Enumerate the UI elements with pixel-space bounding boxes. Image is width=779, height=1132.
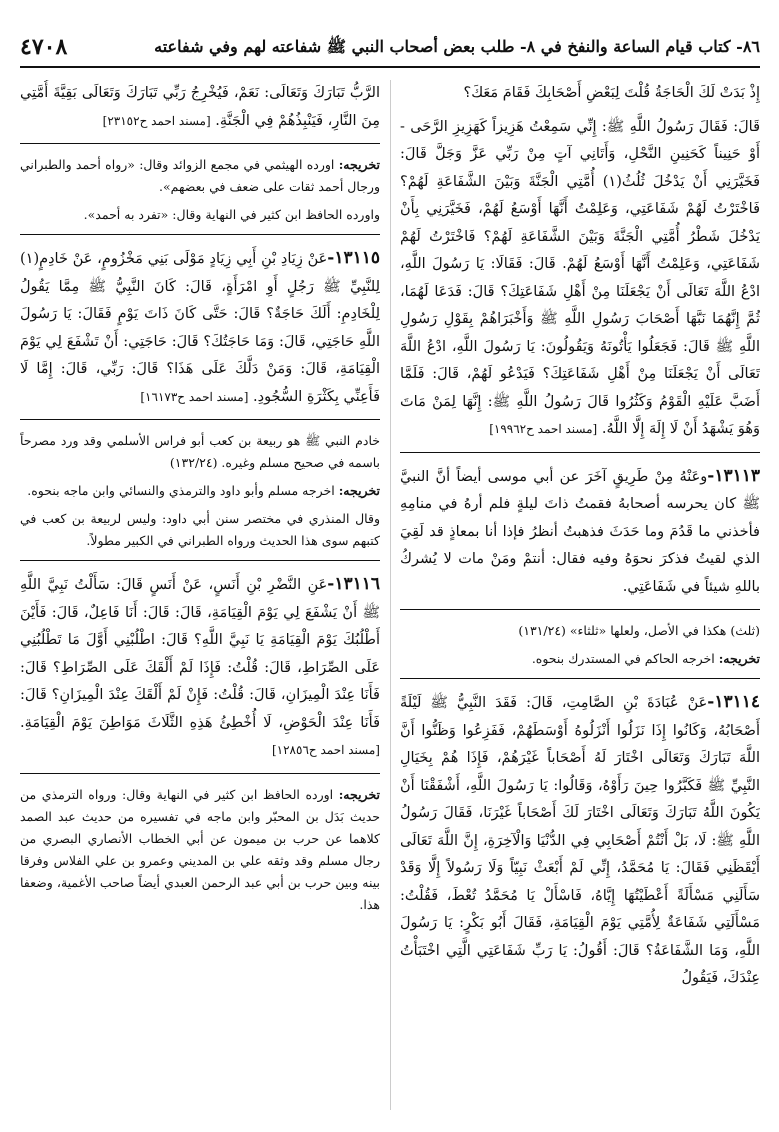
takhrij: تخريجه: اورده الحافظ ابن كثير في النهاية وقال: ورواه الترمذي من حديث بَدَل بن المحبّر وابن ماجه في تفسيره من حديث عبد الصمد كلاهما عن حرب بن ميمون عن أبي الخطاب الأنصاري البصري من رجال مسلم وقد وثقه علي بن المديني وعمرو بن علي الفلاس وفرقا بينه وبين حرب بن أبي عبد الرحمن العبدي أيضاً صاحب الأغمية، وضعفا هذا. bbox=[20, 786, 380, 912]
page-number: ٤٧٠٨ bbox=[20, 34, 68, 60]
hadith-text: قَالَ: فَقَالَ رَسُولُ اللَّهِ ﷺ: إِنِّي سَمِعْتُ هَزِيزاً كَهَزِيزِ الرَّحَى - أَوْ حَنِيناً كَحَنِينِ النَّحْلِ، وَأَتَانِي آتٍ مِنْ رَبِّي عَزَّ وَجَلَّ قَالَ: فَخَيَّرَنِي أَنْ يَدْخُلَ ثُلُثُ(١) أُمَّتِي الْجَنَّةَ وَبَيْنَ الشَّفَاعَةِ لَهُمْ؟ فَاخْتَرْتُ لَهُمْ شَفَاعَتِي، وَعَلِمْتُ أَنَّهَا أَوْسَعُ لَهُمْ، فَخَيَّرَنِي بِأَنْ يَدْخُلَ شَطْرُ أُمَّتِي الْجَنَّةَ وَبَيْنَ الشَّفَاعَةِ لَهُمْ؟ فَاخْتَرْتُ لَهُمْ شَفَاعَتِي، وَعَلِمْتُ أَنَّهَا أَوْسَعُ لَهُمْ. قَالَ: فَقَالَا: يَا رَسُولَ اللَّهِ، ادْعُ اللَّهَ تَعَالَى أَنْ يَجْعَلَنَا مِنْ أَهْلِ شَفَاعَتِكَ؟ قَالَ: فَدَعَا لَهُمَا، ثُمَّ إِنَّهُمَا نَبَّهَا أَصْحَابَ رَسُولِ اللَّهِ ﷺ وَأَخْبَرَاهُمْ بِقَوْلِ رَسُولِ اللَّهِ ﷺ قَالَ: فَجَعَلُوا يَأْتُونَهُ وَيَقُولُونَ: يَا رَسُولَ اللَّهِ، ادْعُ اللَّهَ تَعَالَى أَنْ يَجْعَلَنَا مِنْ أَهْلِ شَفَاعَتِكَ؟ فَيَدْعُو لَهُمْ، قَالَ: فَلَمَّا أَضَبَّ عَلَيْهِ الْقَوْمُ وَكَثُرُوا قَالَ رَسُولُ اللَّهِ ﷺ: إِنَّهَا لِمَنْ مَاتَ وَهُوَ يَشْهَدُ أَنْ لَا إِلَهَ إِلَّا اللَّهُ. [مسند احمد ح١٩٩٦٢] bbox=[400, 118, 760, 437]
musnad-citation: [مسند احمد ح١٢٨٥٦] bbox=[271, 743, 380, 757]
hadith-number: ١٣١١٦- bbox=[327, 574, 380, 594]
hadith-13115: ١٣١١٥-عَنْ زِيَادِ بْنِ أَبِي زِيَادٍ مَوْلَى بَنِي مَخْزُومٍ، عَنْ خَادِمٍ(١) لِلنَّبِيِّ ﷺ رَجُلٍ أَوِ امْرَأَةٍ، قَالَ: كَانَ النَّبِيُّ ﷺ مِمَّا يَقُولُ لِلْخَادِمِ: أَلَكَ حَاجَةٌ؟ قَالَ: حَتَّى كَانَ ذَاتَ يَوْمٍ فَقَالَ: يَا رَسُولَ اللَّهِ حَاجَتِي، قَالَ: وَمَا حَاجَتُكَ؟ قَالَ: حَاجَتِي: أَنْ تَشْفَعَ لِي يَوْمَ الْقِيَامَةِ، قَالَ: وَمَنْ دَلَّكَ عَلَى هَذَا؟ قَالَ: رَبِّي، قَالَ: إِمَّا لَا فَأَعِنِّي بِكَثْرَةِ السُّجُودِ. [مسند احمد ح١٦١٧٣] bbox=[20, 248, 380, 405]
section-rule bbox=[20, 234, 380, 235]
page-header bbox=[20, 14, 760, 68]
section-rule bbox=[400, 678, 760, 679]
musnad-citation: [مسند احمد ح١٩٩٦٢] bbox=[489, 422, 598, 436]
book-page bbox=[20, 14, 760, 1114]
takhrij-label: تخريجه: bbox=[338, 157, 380, 172]
footnote: (ثلث) هكذا في الأصل، ولعلها «ثلثاء» (١٣١/٢٤) bbox=[518, 623, 760, 638]
hadith-continuation: إِذْ بَدَتْ لَكَ الْحَاجَةُ قُلْتَ لِبَعْضِ أَصْحَابِكَ فَقَامَ مَعَكَ؟ bbox=[463, 85, 760, 101]
takhrij-label: تخريجه: bbox=[338, 483, 380, 498]
musnad-citation: [مسند احمد ح٢٣١٥٢] bbox=[102, 113, 211, 128]
footnote: خادم النبي ﷺ هو ربيعة بن كعب أبو فراس الأسلمي وقد ورد مصرحاً باسمه في صحيح مسلم وغيره. (١٣٢/٢٤) bbox=[20, 433, 380, 470]
takhrij-note: وقال المنذري في مختصر سنن أبي داود: وليس لربيعة بن كعب في كتبهم سوى هذا الحديث ورواه الطبراني في الكبير مطولاً. bbox=[20, 511, 380, 548]
footnote-rule bbox=[20, 773, 380, 774]
left-column bbox=[20, 80, 380, 1110]
column-divider bbox=[390, 80, 391, 1110]
hadith-continuation: الرَّبُّ تَبَارَكَ وَتَعَالَى: نَعَمْ، فَيُخْرِجُ رَبِّي تَبَارَكَ وَتَعَالَى بَقِيَّةَ أُمَّتِي مِنَ النَّارِ، فَيَنْبِذُهُمْ فِي الْجَنَّةِ. [مسند احمد ح٢٣١٥٢] bbox=[20, 85, 380, 129]
hadith-number: ١٣١١٥- bbox=[327, 248, 380, 268]
footnote-rule bbox=[400, 609, 760, 610]
hadith-number: ١٣١١٣- bbox=[707, 465, 760, 486]
section-rule bbox=[20, 560, 380, 561]
takhrij-note: واورده الحافظ ابن كثير في النهاية وقال: «تفرد به أحمد». bbox=[83, 207, 380, 222]
takhrij: تخريجه: اخرجه مسلم وأبو داود والترمذي والنسائي وابن ماجه بنحوه. bbox=[27, 483, 380, 498]
hadith-number: ١٣١١٤- bbox=[707, 692, 760, 712]
running-title: ٨٦- كتاب قيام الساعة والنفخ في ٨- طلب بعض أصحاب النبي ﷺ شفاعته لهم وفي شفاعته bbox=[154, 37, 760, 56]
hadith-13114: ١٣١١٤-عَنْ عُبَادَةَ بْنِ الصَّامِتِ، قَالَ: فَقَدَ النَّبِيُّ ﷺ لَيْلَةً أَصْحَابُهُ، وَكَانُوا إِذَا نَزَلُوا أَنْزَلُوهُ أَوْسَطَهُمْ، فَفَزِعُوا وَظَنُّوا أَنَّ اللَّهَ تَبَارَكَ وَتَعَالَى اخْتَارَ لَهُ أَصْحَاباً غَيْرَهُمْ، فَإِذَا هُمْ بِخَيَالِ النَّبِيِّ ﷺ فَكَبَّرُوا حِينَ رَأَوْهُ، وَقَالُوا: يَا رَسُولَ اللَّهِ، أَشْفَقْنَا أَنْ يَكُونَ اللَّهُ تَبَارَكَ وَتَعَالَى اخْتَارَ لَكَ أَصْحَاباً غَيْرَنَا، فَقَالَ رَسُولُ اللَّهِ ﷺ: لَا، بَلْ أَنْتُمْ أَصْحَابِي فِي الدُّنْيَا وَالْآخِرَةِ، إِنَّ اللَّهَ تَعَالَى أَيْقَظَنِي فَقَالَ: يَا مُحَمَّدُ، إِنِّي لَمْ أَبْعَثْ نَبِيّاً وَلَا رَسُولاً إِلَّا وَقَدْ سَأَلَنِي مَسْأَلَةً أَعْطَيْتُهَا إِيَّاهُ، فَاسْأَلْ يَا مُحَمَّدُ تُعْطَ، فَقُلْتُ: مَسْأَلَتِي شَفَاعَةٌ لِأُمَّتِي يَوْمَ الْقِيَامَةِ، فَقَالَ أَبُو بَكْرٍ: يَا رَسُولَ اللَّهِ، وَمَا الشَّفَاعَةُ؟ قَالَ: أَقُولُ: يَا رَبِّ شَفَاعَتِي الَّتِي اخْتَبَأْتُ عِنْدَكَ، فَيَقُولُ bbox=[400, 692, 760, 986]
takhrij-label: تخريجه: bbox=[338, 786, 380, 802]
right-column bbox=[400, 80, 760, 1110]
footnote-rule bbox=[20, 419, 380, 420]
takhrij-label: تخريجه: bbox=[718, 651, 760, 666]
section-rule bbox=[400, 452, 760, 453]
takhrij: تخريجه: اورده الهيثمي في مجمع الزوائد وقال: «رواه أحمد والطبراني ورجال أحمد ثقات على ضعف في بعضهم». bbox=[20, 157, 380, 194]
footnote-rule bbox=[20, 143, 380, 144]
hadith-13116: ١٣١١٦-عَنِ النَّضْرِ بْنِ أَنَسٍ، عَنْ أَنَسٍ قَالَ: سَأَلْتُ نَبِيَّ اللَّهِ ﷺ أَنْ يَشْفَعَ لِي يَوْمَ الْقِيَامَةِ، قَالَ: قَالَ: أَنَا فَاعِلٌ، قَالَ: فَأَيْنَ أَطْلُبُكَ يَوْمَ الْقِيَامَةِ يَا نَبِيَّ اللَّهِ؟ قَالَ: اطْلُبْنِي أَوَّلَ مَا تَطْلُبُنِي عَلَى الصِّرَاطِ، قَالَ: قُلْتُ: فَإِذَا لَمْ أَلْقَكَ عَلَى الصِّرَاطِ؟ قَالَ: فَأَنَا عِنْدَ الْمِيزَانِ، قَالَ: قُلْتُ: فَإِنْ لَمْ أَلْقَكَ عِنْدَ الْمِيزَانِ؟ قَالَ: فَأَنَا عِنْدَ الْحَوْضِ، لَا أُخْطِئُ هَذِهِ الثَّلَاثَ مَوَاطِنَ يَوْمَ الْقِيَامَةِ. [مسند احمد ح١٢٨٥٦] bbox=[20, 574, 380, 757]
takhrij: تخريجه: اخرجه الحاكم في المستدرك بنحوه. bbox=[531, 651, 760, 666]
hadith-13113: ١٣١١٣-وعَنْهُ مِنْ طَرِيقٍ آخَرَ عن أبي موسى أيضاً أنَّ النبيَّ ﷺ كان يحرسه أصحابهُ فقمتُ ذاتَ ليلةٍ فلم أرهُ في منامِهِ فأخذني ما قَدُمَ وما حَدَثَ فذهبتُ أنظرُ فإذا أنا بمعاذٍ قد لَقِيَ الذي لقيتُ فذكرَ نحوَهُ وفيه فقال: أنتمْ ومَنْ مات لا يُشركُ باللهِ شيئاً في شَفَاعَتِي. bbox=[400, 465, 760, 595]
musnad-citation: [مسند احمد ح١٦١٧٣] bbox=[140, 389, 249, 404]
